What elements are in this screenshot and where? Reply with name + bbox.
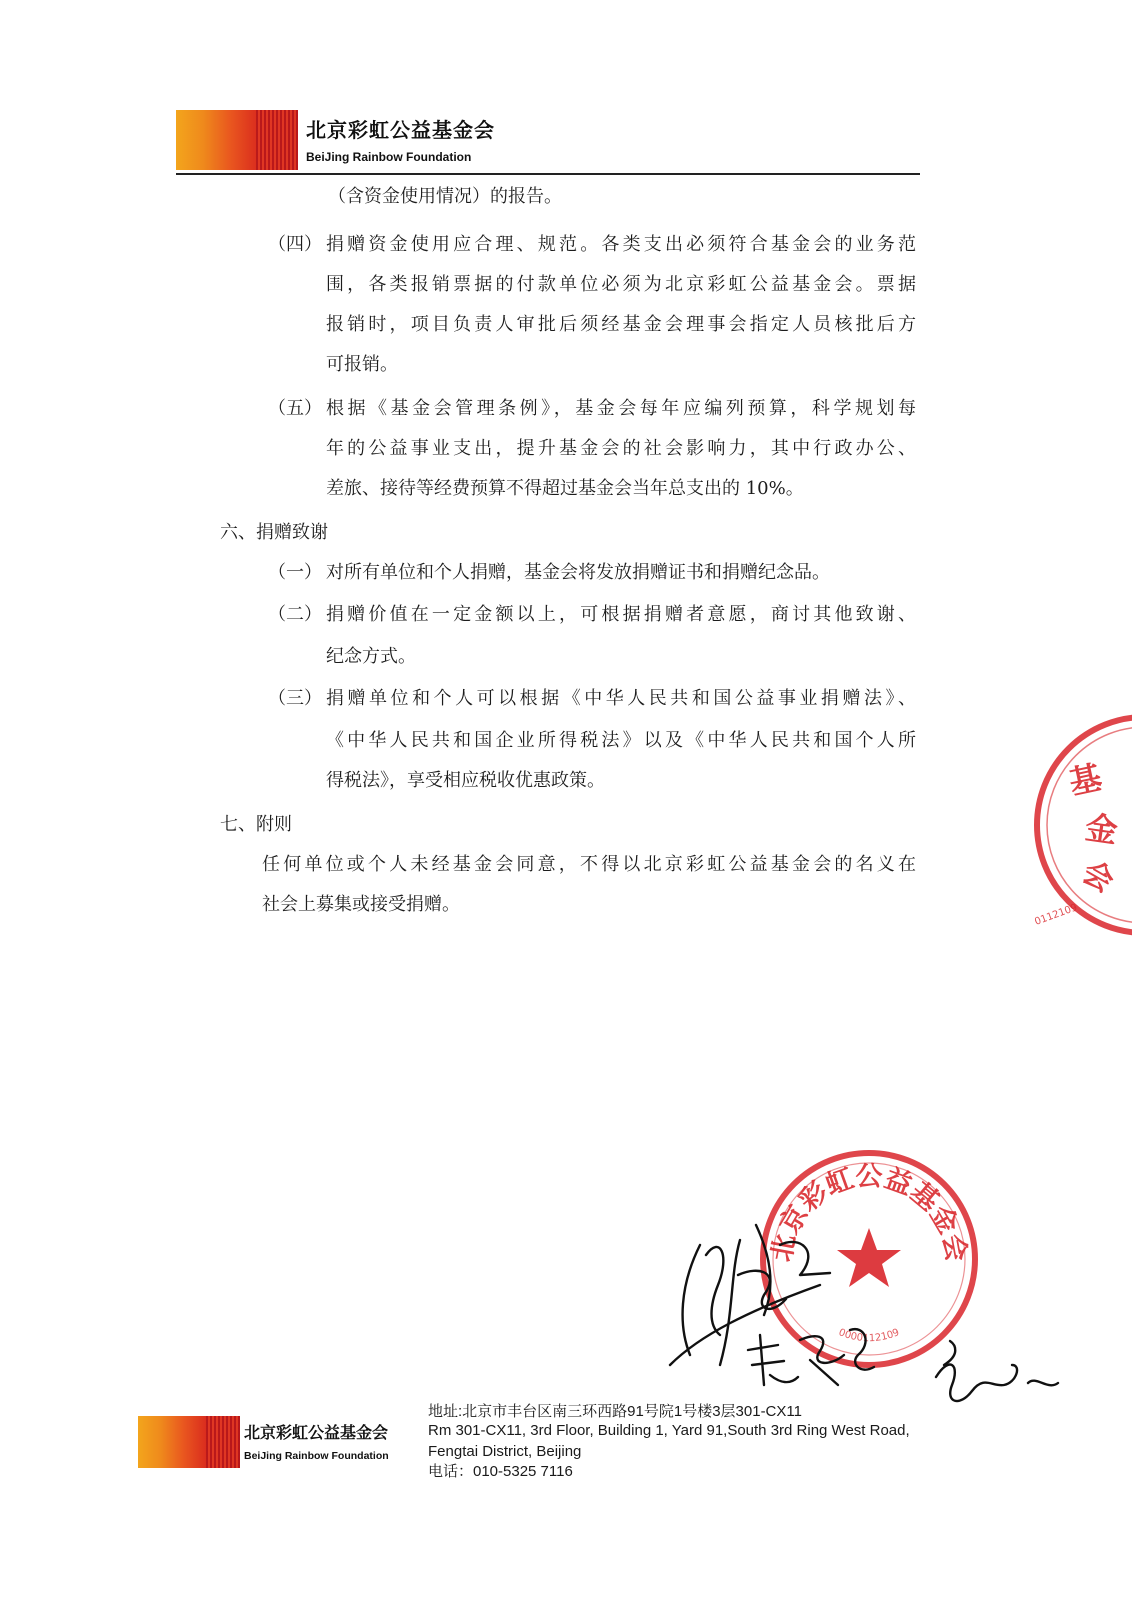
header-logo-stripes xyxy=(256,110,298,170)
side-seal-code: 0112109 xyxy=(1033,902,1079,928)
item-5-line-3: 差旅、接待等经费预算不得超过基金会当年总支出的 10%。 xyxy=(326,478,804,499)
header-divider xyxy=(176,173,920,175)
item-4-line-4: 可报销。 xyxy=(326,354,398,375)
side-seal-stamp xyxy=(1030,710,1132,940)
item-6-3-line-1: 捐赠单位和个人可以根据《中华人民共和国公益事业捐赠法》、 xyxy=(326,688,916,709)
seal-ring-text: 北京彩虹公益基金会 xyxy=(766,1161,972,1264)
footer-org-name-cn: 北京彩虹公益基金会 xyxy=(244,1423,389,1442)
section-7-title: 七、附则 xyxy=(220,814,292,835)
paragraph-continuation: （含资金使用情况）的报告。 xyxy=(328,186,562,207)
footer-org-name-en: BeiJing Rainbow Foundation xyxy=(244,1450,389,1462)
item-4-marker: （四） xyxy=(268,234,322,255)
item-6-1-marker: （一） xyxy=(268,562,322,583)
item-6-3-line-3: 得税法》，享受相应税收优惠政策。 xyxy=(326,770,605,791)
footer-logo-stripes xyxy=(206,1416,240,1468)
footer-address-en-line-2: Fengtai District, Beijing xyxy=(428,1443,582,1460)
header-org-name-en: BeiJing Rainbow Foundation xyxy=(306,150,472,164)
side-seal-char-2: 金 xyxy=(1082,808,1120,851)
side-seal-char-3: 会 xyxy=(1076,854,1120,900)
item-5-line-1: 根据《基金会管理条例》，基金会每年应编列预算，科学规划每 xyxy=(326,398,916,419)
footer-address-en-line-1: Rm 301-CX11, 3rd Floor, Building 1, Yard 91,South 3rd Ring West Road, xyxy=(428,1422,910,1439)
item-6-2-marker: （二） xyxy=(268,604,322,625)
side-seal-char-1: 基 xyxy=(1065,757,1105,802)
footer-address-cn: 地址:北京市丰台区南三环西路91号院1号楼3层301-CX11 xyxy=(428,1403,802,1420)
header-org-name-cn: 北京彩虹公益基金会 xyxy=(306,118,495,142)
section-7-line-2: 社会上募集或接受捐赠。 xyxy=(262,894,460,915)
section-6-title: 六、捐赠致谢 xyxy=(220,522,328,543)
handwritten-signatures xyxy=(660,1215,1080,1415)
item-4-line-2: 围，各类报销票据的付款单位必须为北京彩虹公益基金会。票据 xyxy=(326,274,916,295)
item-6-3-line-2: 《中华人民共和国企业所得税法》以及《中华人民共和国个人所 xyxy=(326,730,916,751)
footer-phone: 电话：010-5325 7116 xyxy=(428,1463,573,1480)
item-4-line-3: 报销时，项目负责人审批后须经基金会理事会指定人员核批后方 xyxy=(326,314,916,335)
item-6-1-line-1: 对所有单位和个人捐赠，基金会将发放捐赠证书和捐赠纪念品。 xyxy=(326,562,830,583)
item-5-line-2: 年的公益事业支出，提升基金会的社会影响力，其中行政办公、 xyxy=(326,438,916,459)
seal-code: 0000112109 xyxy=(836,1327,902,1345)
item-6-3-marker: （三） xyxy=(268,688,322,709)
item-5-marker: （五） xyxy=(268,398,322,419)
item-4-line-1: 捐赠资金使用应合理、规范。各类支出必须符合基金会的业务范 xyxy=(326,234,916,255)
item-6-2-line-2: 纪念方式。 xyxy=(326,646,416,667)
item-6-2-line-1: 捐赠价值在一定金额以上，可根据捐赠者意愿，商讨其他致谢、 xyxy=(326,604,916,625)
section-7-line-1: 任何单位或个人未经基金会同意，不得以北京彩虹公益基金会的名义在 xyxy=(262,854,916,875)
